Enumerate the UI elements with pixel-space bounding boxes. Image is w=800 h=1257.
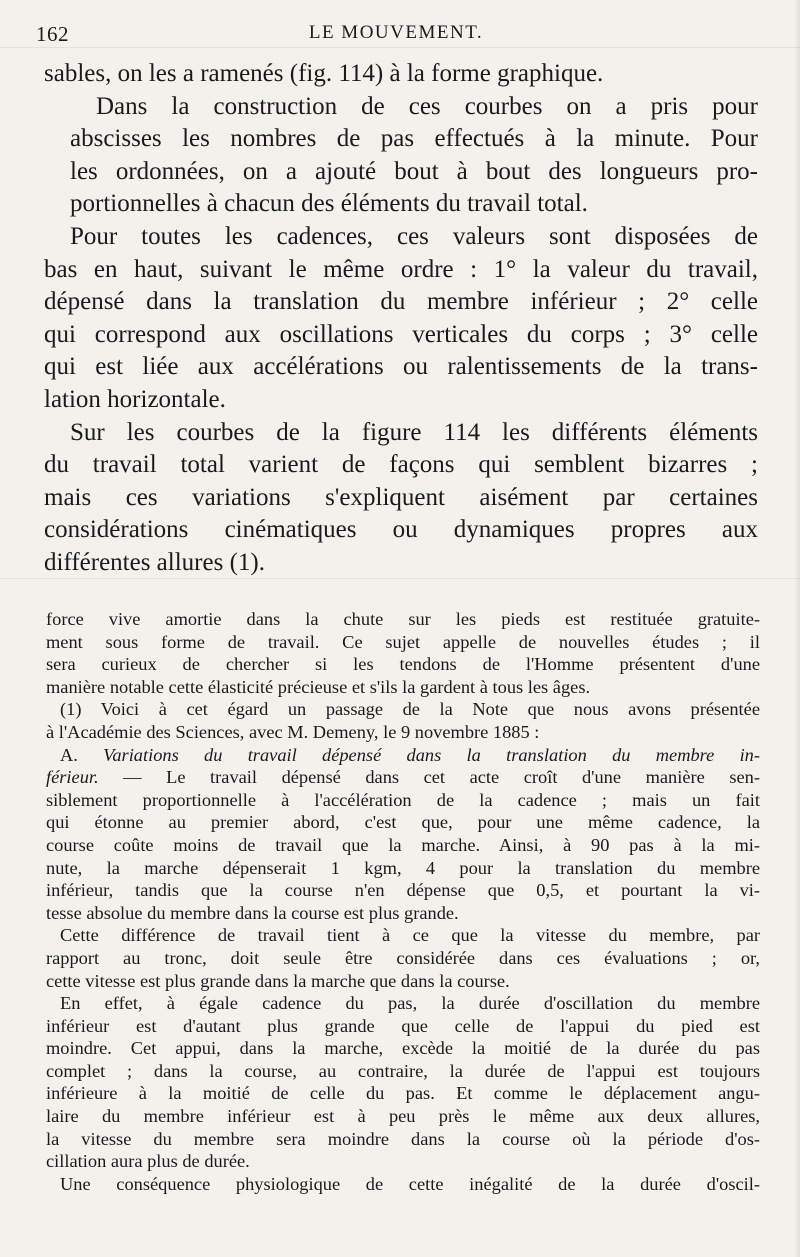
text-line: du travail total varient de façons qui semblent bizarres ; [44, 451, 758, 479]
note-line: inférieur est d'autant plus grande que celle de l'appui du pied est [46, 1015, 760, 1036]
section-letter: A. [60, 744, 104, 765]
footnote-continuation [46, 608, 760, 698]
note-line: nute, la marche dépenserait 1 kgm, 4 pour la translation du membre [46, 857, 760, 878]
text-line: dépensé dans la translation du membre inférieur ; 2° celle [44, 288, 758, 316]
note-line: En effet, à égale cadence du pas, la durée d'oscillation du membre [60, 993, 760, 1014]
paragraph [44, 221, 758, 417]
page-number: 162 [36, 22, 69, 46]
text-line: qui est liée aux accélérations ou ralentissements de la trans- [44, 353, 758, 381]
note-line: complet ; dans la course, au contraire, la durée de l'appui est toujours [46, 1060, 760, 1081]
page-header [36, 20, 756, 50]
footnote-paragraph [46, 1173, 760, 1196]
paragraph-continuation [44, 58, 758, 91]
section-heading: férieur. [46, 767, 99, 788]
note-line: course coûte moins de travail que la marche. Ainsi, à 90 pas à la mi- [46, 834, 760, 855]
footnotes [46, 608, 760, 1195]
page-edge-shadow [794, 0, 800, 1257]
text-line: portionnelles à chacun des éléments du travail total. [70, 190, 588, 218]
note-text: — Le travail dépensé dans cet acte croît d'une manière sen- [98, 767, 760, 788]
note-line: cette vitesse est plus grande dans la marche que dans la course. [46, 970, 510, 991]
note-line: moindre. Cet appui, dans la marche, excède la moitié de la durée du pas [46, 1038, 760, 1059]
text-line: Dans la construction de ces courbes on a pris pour [96, 92, 758, 120]
note-line: tesse absolue du membre dans la course est plus grande. [46, 902, 459, 923]
footnote-paragraph [46, 924, 760, 992]
text-line: abscisses les nombres de pas effectués à la minute. Pour [70, 125, 758, 153]
note-line: Cette différence de travail tient à ce que la vitesse du membre, par [60, 925, 760, 946]
note-line: Une conséquence physiologique de cette inégalité de la durée d'oscil- [60, 1173, 760, 1194]
note-line: laire du membre inférieur est à peu près le même aux deux allures, [46, 1106, 760, 1127]
note-line: siblement proportionnelle à l'accélération de la cadence ; mais un fait [46, 789, 760, 810]
text-line: bas en haut, suivant le même ordre : 1° la valeur du travail, [44, 255, 758, 283]
note-line: inférieure à la moitié de celle du pas. Et comme le déplacement angu- [46, 1083, 760, 1104]
note-line: (1) Voici à cet égard un passage de la Note que nous avons présentée [60, 699, 760, 720]
note-line: inférieur, tandis que la course n'en dépense que 0,5, et pourtant la vi- [46, 880, 760, 901]
text-line: sables, on les a ramenés (fig. 114) à la forme graphique. [44, 60, 604, 87]
note-line: rapport au tronc, doit seule être considérée dans ces évaluations ; or, [46, 947, 760, 968]
text-line: différentes allures (1). [44, 548, 265, 576]
main-text [44, 58, 758, 580]
note-line [46, 744, 760, 767]
text-line: considérations cinématiques ou dynamiques propres aux [44, 516, 758, 544]
footnote-paragraph [46, 992, 760, 1173]
footnote-1 [46, 698, 760, 743]
note-line [46, 766, 760, 789]
note-line: manière notable cette élasticité précieuse et s'ils la gardent à tous les âges. [46, 676, 591, 697]
text-line: mais ces variations s'expliquent aisément par certaines [44, 483, 758, 511]
note-line: qui étonne au premier abord, c'est que, pour une même cadence, la [46, 812, 760, 833]
paragraph [44, 91, 758, 221]
text-line: qui correspond aux oscillations verticales du corps ; 3° celle [44, 320, 758, 348]
note-line: ment sous forme de travail. Ce sujet appelle de nouvelles études ; il [46, 631, 760, 652]
text-line: les ordonnées, on a ajouté bout à bout des longueurs pro- [70, 157, 758, 185]
note-line: à l'Académie des Sciences, avec M. Demeny, le 9 novembre 1885 : [46, 721, 540, 742]
footnote-section-a [46, 744, 760, 925]
note-line: sera curieux de chercher si les tendons de l'Homme présentent d'une [46, 654, 760, 675]
text-line: Pour toutes les cadences, ces valeurs sont disposées de [70, 222, 758, 250]
note-line: la vitesse du membre sera moindre dans la course où la période d'os- [46, 1128, 760, 1149]
text-line: Sur les courbes de la figure 114 les différents éléments [70, 418, 758, 446]
note-line: cillation aura plus de durée. [46, 1151, 250, 1172]
running-title: LE MOUVEMENT. [308, 22, 484, 43]
paragraph [44, 417, 758, 580]
section-heading: Variations du travail dépensé dans la translation du membre in- [103, 744, 760, 765]
text-line: lation horizontale. [44, 385, 226, 413]
note-line: force vive amortie dans la chute sur les pieds est restituée gratuite- [46, 609, 760, 629]
